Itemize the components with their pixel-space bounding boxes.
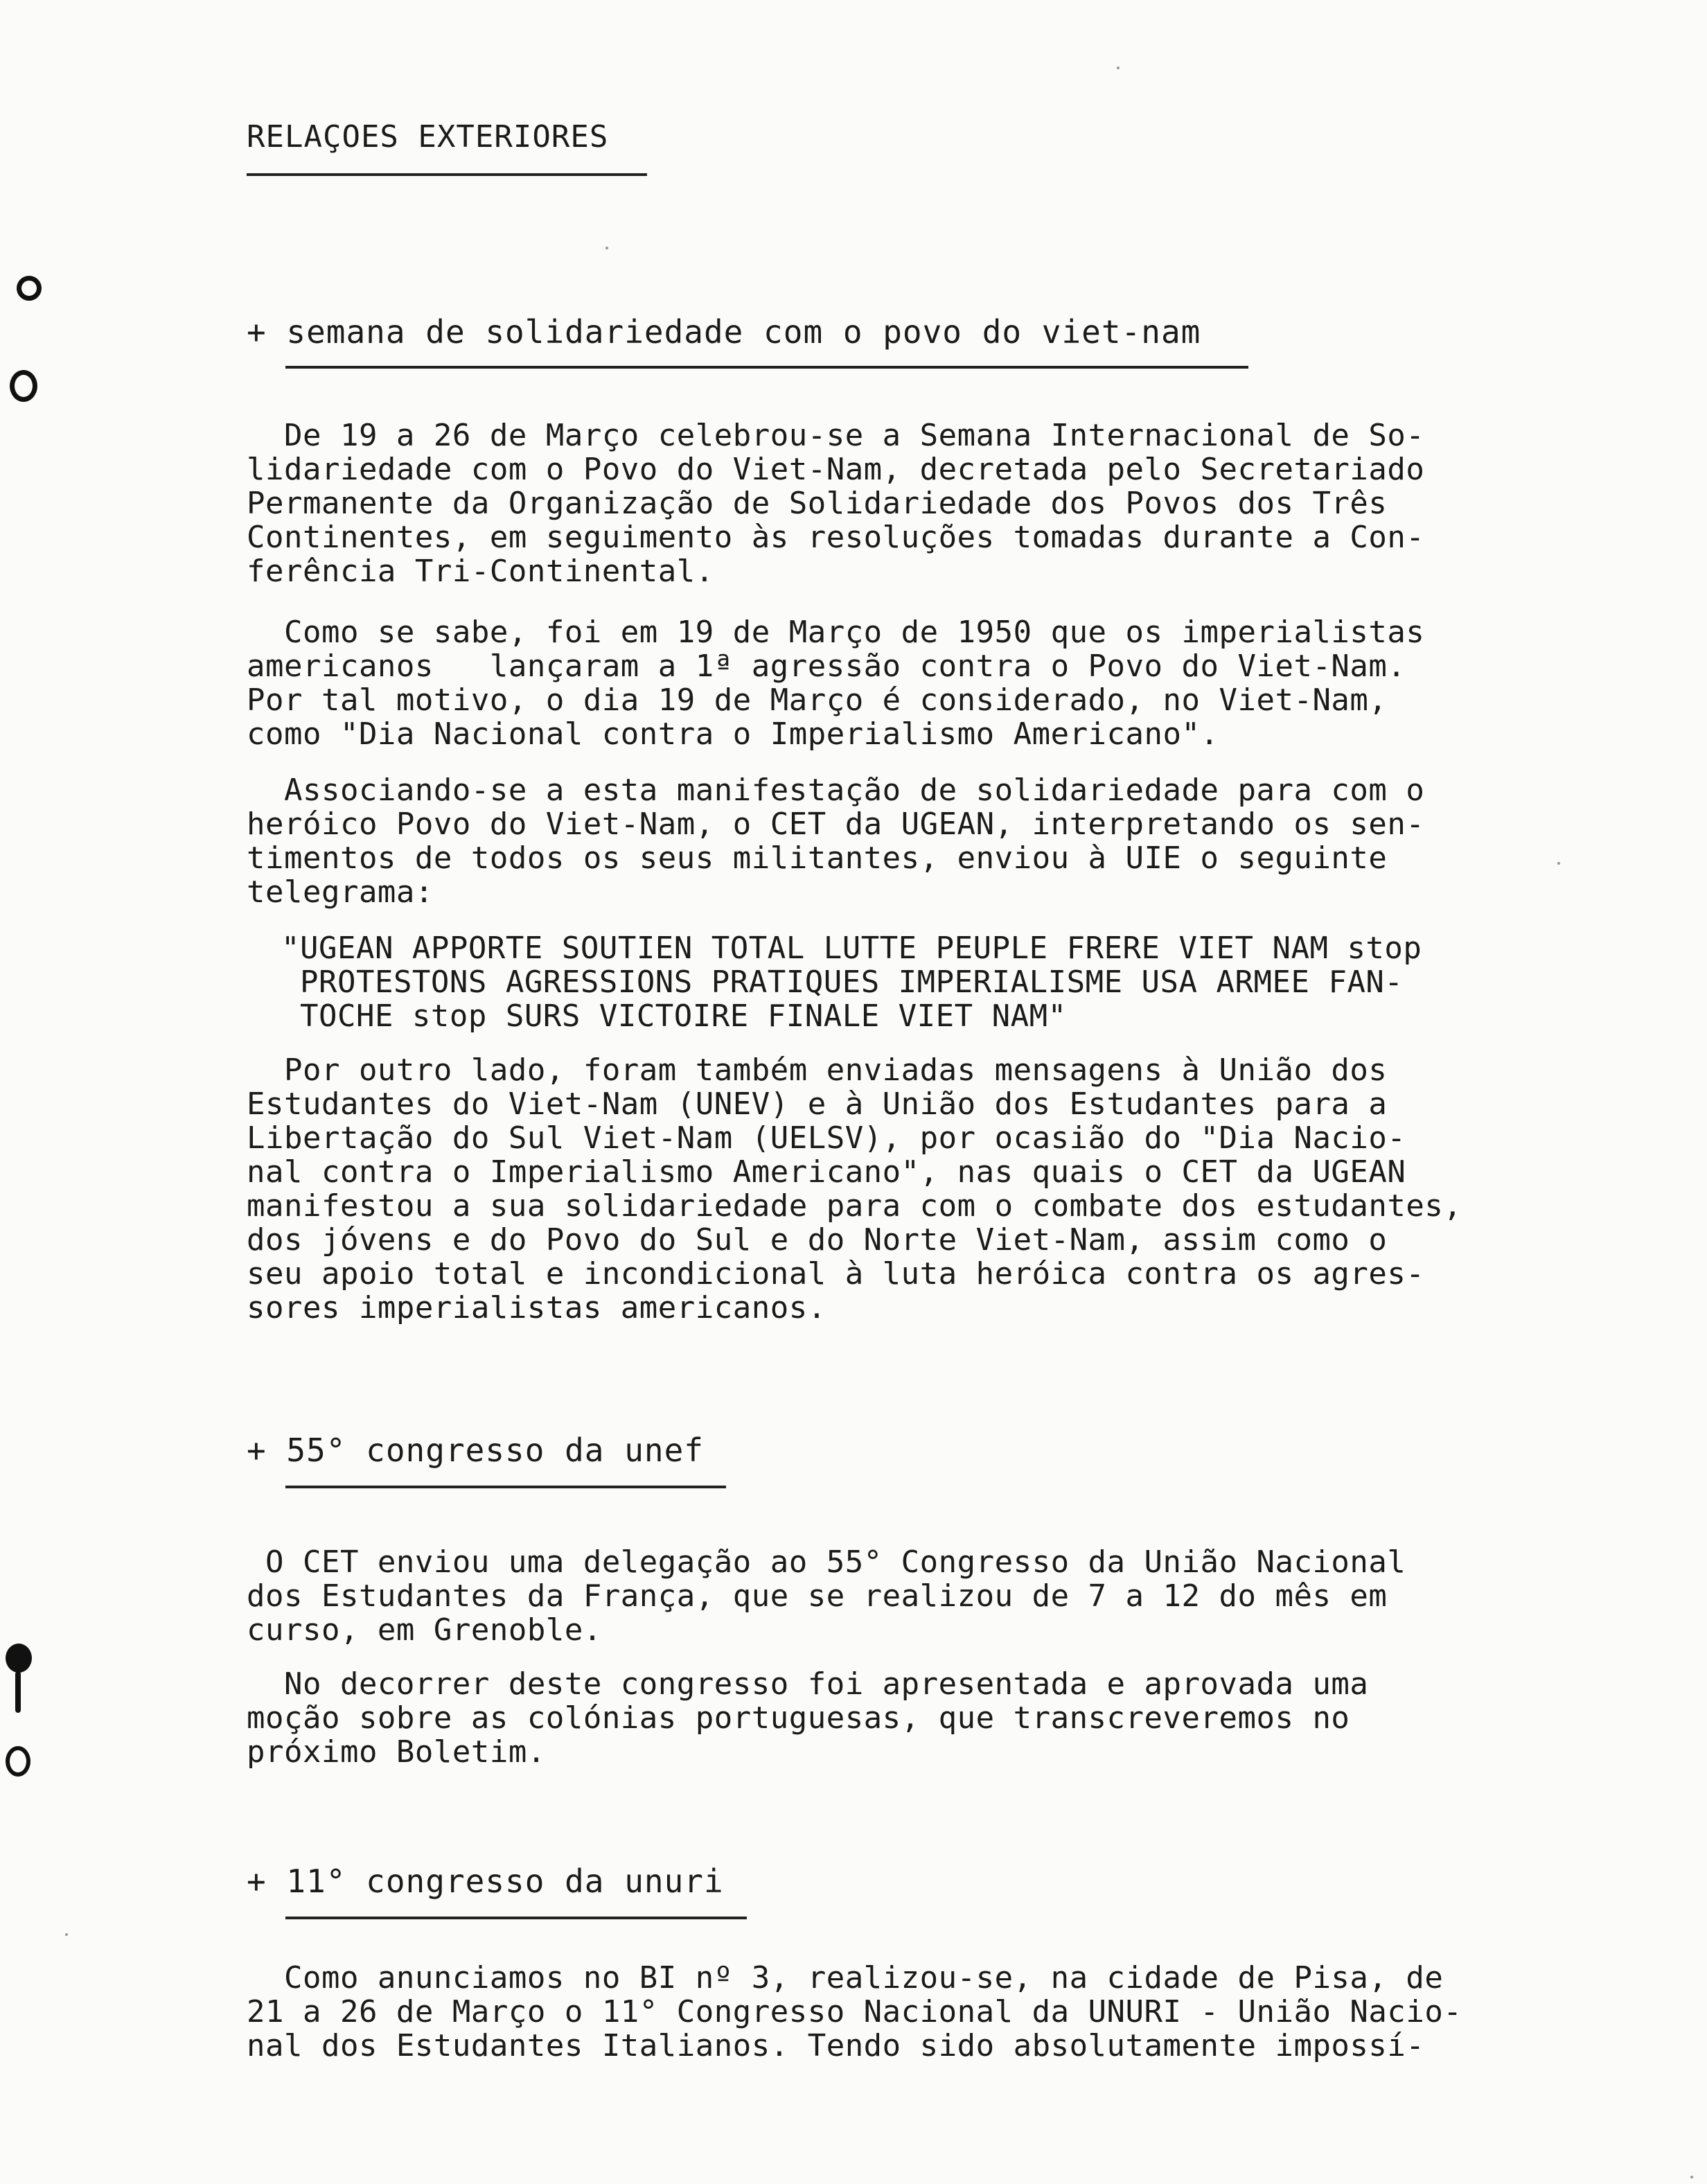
paragraph: O CET enviou uma delegação ao 55° Congresso da União Nacional dos Estudantes da França, que se realizou de 7 a 12 do mês em curso, em Grenoble. [247,1544,1406,1648]
scan-speck [1690,2176,1693,2178]
paragraph: Por outro lado, foram também enviadas mensagens à União dos Estudantes do Viet-Nam (UNEV) e à União dos Estudantes para a Libertação do Sul Viet-Nam (UELSV), por ocasião do "Dia Nacio- nal contra o Imperialismo Americano", nas quais o CET da UGEAN manifestou a sua solidariedade para com o combate dos estudantes, dos jóvens e do Povo do Sul e do Norte Viet-Nam, assim como o seu apoio total e incondicional à luta heróica contra os agres- sores imperialistas americanos. [247,1053,1462,1326]
paragraph: Como anunciamos no BI nº 3, realizou-se, na cidade de Pisa, de 21 a 26 de Março o 11° Congresso Nacional da UNURI - União Nacio- nal dos Estudantes Italianos. Tendo sido absolutamente impossí- [247,1960,1462,2063]
paragraph: De 19 a 26 de Março celebrou-se a Semana Internacional de So- lidariedade com o Povo do Viet-Nam, decretada pelo Secretariado Permanente da Organização de Solidariedade dos Povos dos Três Continentes, em seguimento às resoluções tomadas durante a Con- ferência Tri-Continental. [247,418,1425,589]
telegram-quote: "UGEAN APPORTE SOUTIEN TOTAL LUTTE PEUPLE FRERE VIET NAM stop PROTESTONS AGRESSIONS PRATIQUES IMPERIALISME USA ARMEE FAN- TOCHE stop SURS VICTOIRE FINALE VIET NAM" [281,931,1422,1034]
punch-hole-mark [10,370,37,402]
paragraph: Associando-se a esta manifestação de solidariedade para com o heróico Povo do Viet-Nam, o CET da UGEAN, interpretando os sen- timentos de todos os seus militantes, enviou à UIE o seguinte telegrama: [247,773,1425,910]
scan-speck [1117,67,1120,69]
scan-speck [1557,862,1560,865]
punch-hole-mark [15,1671,21,1713]
section-heading-underline [285,366,1248,369]
section-heading-unef: + 55° congresso da unef [247,1432,704,1469]
scan-speck [605,247,608,249]
punch-hole-mark [6,1746,30,1777]
paragraph: Como se sabe, foi em 19 de Março de 1950 que os imperialistas americanos lançaram a 1ª agressão contra o Povo do Viet-Nam. Por tal motivo, o dia 19 de Março é considerado, no Viet-Nam, como "Dia Nacional contra o Imperialismo Americano". [247,615,1425,752]
scan-speck [65,1933,68,1936]
paragraph: No decorrer deste congresso foi apresentada e aprovada uma moção sobre as colónias portuguesas, que transcreveremos no próximo Boletim. [247,1666,1369,1770]
section-heading-underline [285,1486,726,1488]
punch-hole-mark [17,276,42,301]
section-heading-underline [285,1917,747,1919]
page-title: RELAÇOES EXTERIORES [247,119,609,155]
section-heading-vietnam: + semana de solidariedade com o povo do viet-nam [247,313,1201,351]
section-heading-unuri: + 11° congresso da unuri [247,1862,724,1900]
page-title-underline [247,173,647,176]
punch-hole-mark [6,1644,32,1673]
